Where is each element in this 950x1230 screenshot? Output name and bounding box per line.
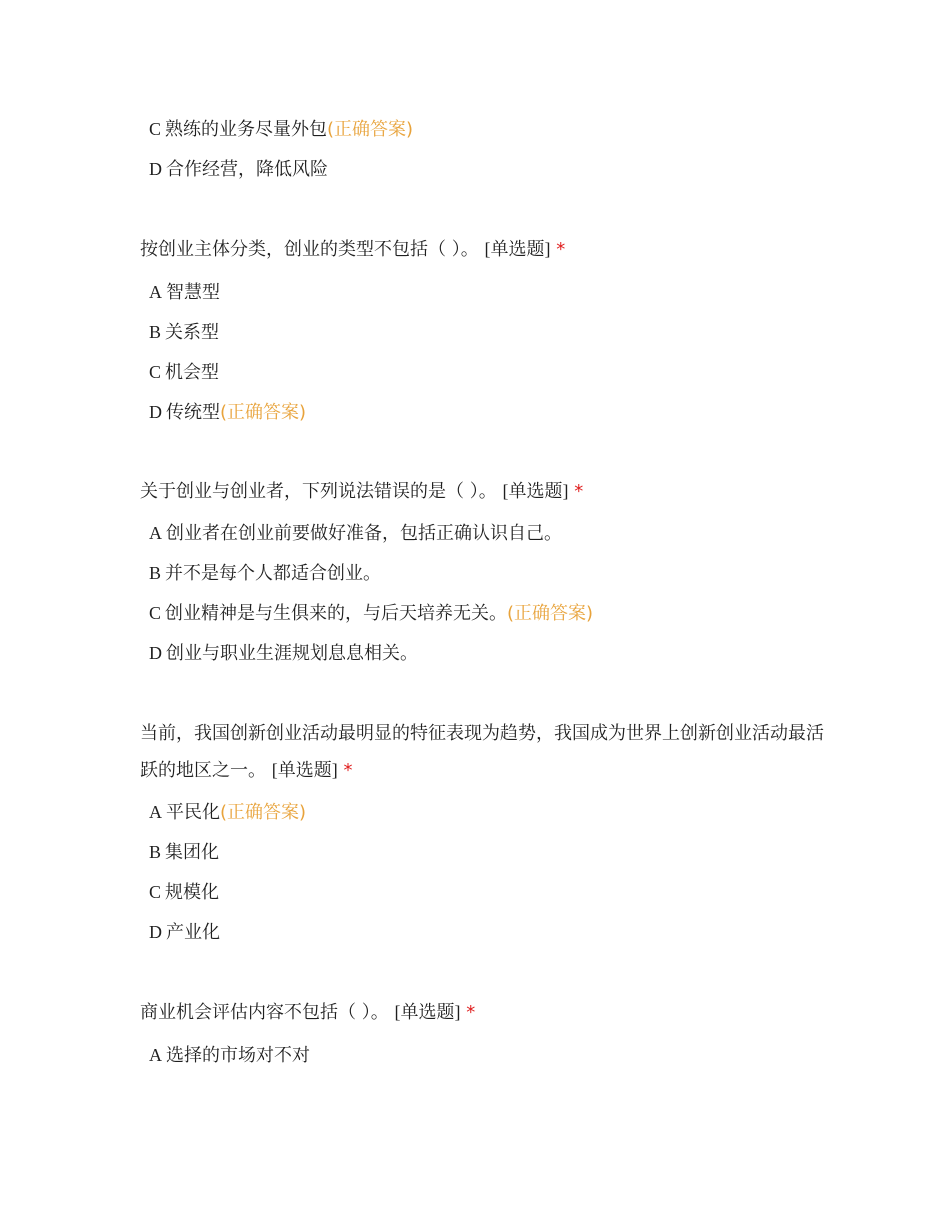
option-letter: A [149,1045,162,1065]
question-block [140,715,830,957]
option-text: 创业者在创业前要做好准备，包括正确认识自己。 [166,523,562,544]
option-text: 合作经营，降低风险 [166,159,328,180]
option-letter: C [149,119,162,139]
option-letter: C [149,603,162,623]
option-text: 选择的市场对不对 [166,1045,310,1066]
option-text: 创业与职业生涯规划息息相关。 [166,643,418,664]
option-item [140,518,830,558]
question-block [140,473,830,678]
question-text: 商业机会评估内容不包括（ ）。 [140,1002,389,1023]
option-letter: B [149,322,162,342]
option-item [140,797,830,837]
required-marker: * [343,760,353,781]
question-title [140,715,830,789]
option-letter: D [149,643,162,663]
option-text: 规模化 [165,882,220,903]
required-marker: * [556,239,566,260]
option-text: 集团化 [165,842,220,863]
option-item [140,317,830,357]
option-letter: A [149,282,162,302]
option-letter: B [149,842,162,862]
question-text: 按创业主体分类，创业的类型不包括（ ）。 [140,239,479,260]
question-block [140,114,830,194]
question-type-tag: [单选题] [484,239,551,259]
option-text: 智慧型 [166,282,220,303]
question-type-tag: [单选题] [502,481,569,501]
question-text: 关于创业与创业者，下列说法错误的是（ ）。 [140,481,497,502]
question-block [140,231,830,437]
option-item [140,357,830,397]
option-item [140,917,830,957]
option-text: 创业精神是与生俱来的，与后天培养无关。 [165,603,508,624]
question-type-tag: [单选题] [271,760,338,780]
question-block [140,994,830,1080]
option-letter: B [149,563,162,583]
correct-answer-tag: (正确答案) [220,802,307,823]
option-item [140,877,830,917]
option-item [140,598,830,638]
option-letter: A [149,802,162,822]
correct-answer-tag: (正确答案) [327,119,414,140]
option-text: 并不是每个人都适合创业。 [165,563,382,584]
option-item [140,397,830,437]
required-marker: * [574,481,584,502]
correct-answer-tag: (正确答案) [507,603,594,624]
option-text: 平民化 [166,802,220,823]
option-letter: D [149,922,162,942]
question-title [140,231,830,268]
option-text: 传统型 [166,402,220,423]
option-text: 产业化 [166,922,220,943]
question-text: 当前，我国创新创业活动最明显的特征表现为趋势，我国成为世界上创新创业活动最活跃的地区之一。 [140,723,824,781]
option-letter: C [149,882,162,902]
option-item [140,114,830,154]
option-item [140,837,830,877]
option-item [140,1040,830,1080]
option-item [140,638,830,678]
question-type-tag: [单选题] [394,1002,461,1022]
option-item [140,154,830,194]
option-letter: D [149,402,162,422]
question-title [140,994,830,1031]
option-item [140,558,830,598]
option-letter: D [149,159,162,179]
option-text: 熟练的业务尽量外包 [165,119,328,140]
required-marker: * [466,1002,476,1023]
question-title [140,473,830,510]
option-text: 关系型 [165,322,220,343]
option-text: 机会型 [165,362,220,383]
correct-answer-tag: (正确答案) [220,402,307,423]
option-letter: A [149,523,162,543]
option-letter: C [149,362,162,382]
option-item [140,277,830,317]
